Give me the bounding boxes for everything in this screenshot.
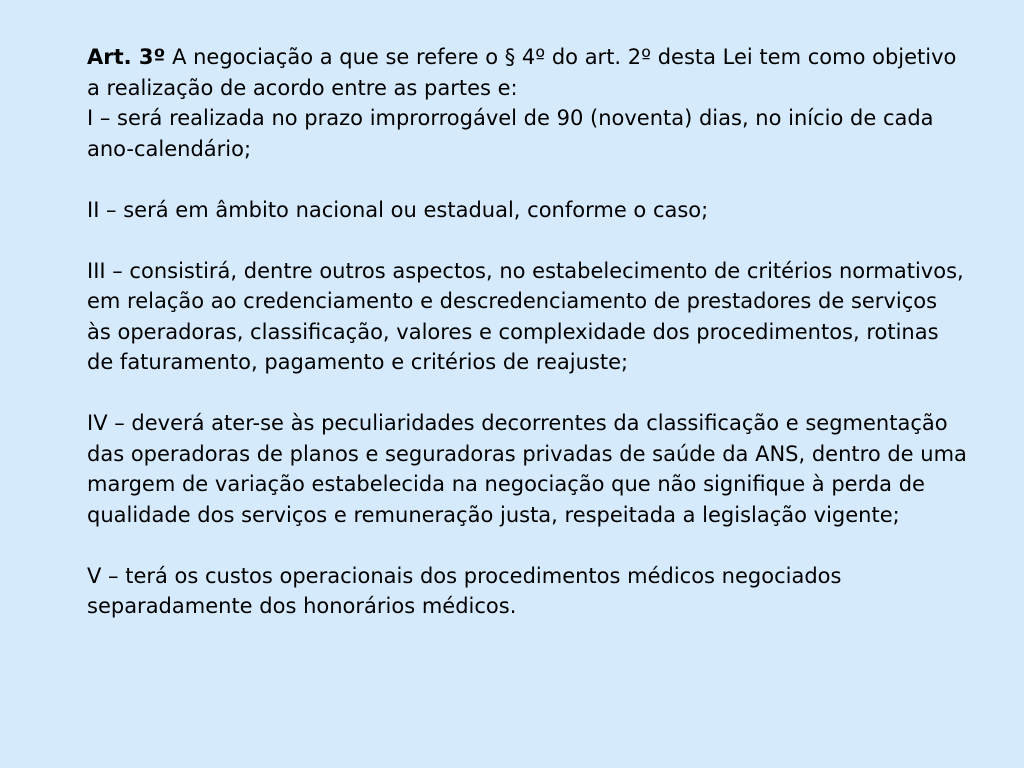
item-v: V – terá os custos operacionais dos procedimentos médicos negociados separadamente dos honorários médicos. [87, 563, 842, 618]
spacer [87, 378, 967, 409]
article-intro-text: A negociação a que se refere o § 4º do art. 2º desta Lei tem como objetivo a realização de acordo entre as partes e: [87, 45, 957, 100]
spacer [87, 164, 967, 195]
slide-body [87, 42, 967, 622]
item-i: I – será realizada no prazo improrrogável de 90 (noventa) dias, no início de cada ano-calendário; [87, 106, 934, 161]
item-iv: IV – deverá ater-se às peculiaridades decorrentes da classificação e segmentação das operadoras de planos e seguradoras privadas de saúde da ANS, dentro de uma margem de variação estabelecida na negociação que não signifique à perda de qualidade dos serviços e remuneração justa, respeitada a legislação vigente; [87, 411, 967, 527]
article-heading: Art. 3º [87, 45, 166, 69]
item-ii: II – será em âmbito nacional ou estadual, conforme o caso; [87, 197, 709, 222]
spacer [87, 225, 967, 256]
item-iii: III – consistirá, dentre outros aspectos, no estabelecimento de critérios normativos, em relação ao credenciamento e descredenciamento de prestadores de serviços às operadoras, classificação, valores e complexidade dos procedimentos, rotinas de faturamento, pagamento e critérios de reajuste; [87, 258, 964, 374]
article-intro [87, 42, 967, 103]
spacer [87, 530, 967, 561]
